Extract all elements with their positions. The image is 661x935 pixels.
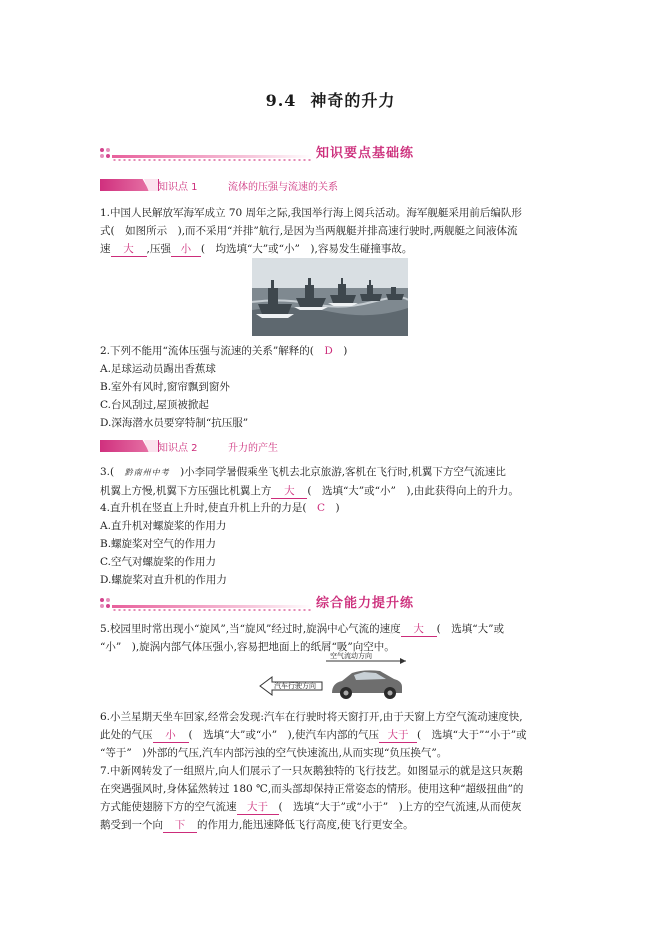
q1-answer-2: 小 — [171, 242, 201, 257]
q5-line1 — [100, 620, 564, 638]
section-bar-dots — [112, 159, 312, 161]
q7-line3 — [100, 798, 564, 816]
q2-option-b: B.室外有风时,窗帘飘到窗外 — [100, 381, 230, 393]
kp-title: 升力的产生 — [228, 443, 278, 454]
q2-stem: 2.下列不能用“流体压强与流速的关系”解释的( — [100, 345, 325, 357]
warship-formation-photo — [252, 258, 408, 336]
q7-text: 鹅受到一个向 — [100, 819, 163, 831]
q1-text: ,压强 — [146, 243, 171, 255]
q1-line3 — [100, 240, 564, 258]
dots-decoration — [100, 148, 112, 160]
q2-option-c: C.台风刮过,屋顶被掀起 — [100, 399, 209, 411]
section-bar — [112, 155, 312, 158]
question-3 — [100, 463, 564, 500]
section-bar — [112, 605, 312, 608]
section-number: 9.4 — [265, 91, 297, 110]
car-direction-label: 汽车行驶方向 — [274, 682, 316, 690]
q2-option-d: D.深海潜水员要穿特制“抗压服” — [100, 417, 249, 429]
q4-option-b: B.螺旋桨对空气的作用力 — [100, 538, 217, 550]
q4-option-c: C.空气对螺旋桨的作用力 — [100, 556, 216, 568]
q6-text: 此处的气压 — [100, 729, 153, 741]
kp-name: 知识点 2 — [158, 443, 198, 454]
q5-text: ( 选填“大”或 — [436, 623, 505, 635]
page-title — [0, 88, 661, 111]
q5-text: 5.校园里时常出现小“旋风”,当“旋风”经过时,旋涡中心气流的速度 — [100, 623, 401, 635]
q3-text: )小李同学暑假乘坐飞机去北京旅游,客机在飞行时,机翼下方空气流速比 — [169, 466, 506, 478]
section-label: 知识要点基础练 — [316, 146, 415, 161]
q7-text: 方式能使翅膀下方的空气流速 — [100, 801, 237, 813]
q7-text: ( 选填“大于”或“小于” )上方的空气流速,从而使灰 — [278, 801, 522, 813]
car-airflow-figure — [256, 653, 416, 705]
q3-text: 3.( — [100, 466, 125, 478]
q3-line1 — [100, 463, 564, 482]
section-title: 神奇的升力 — [310, 91, 396, 110]
q2-option-a: A.足球运动员踢出香蕉球 — [100, 363, 216, 375]
section-label: 综合能力提升练 — [316, 596, 415, 611]
q3-text: 机翼上方慢,机翼下方压强比机翼上方 — [100, 485, 272, 497]
q3-answer: 大 — [271, 484, 307, 499]
question-6 — [100, 708, 564, 762]
q7-text: 的作用力,能迅速降低飞行高度,使飞行更安全。 — [197, 819, 414, 831]
q4-option-d: D.螺旋桨对直升机的作用力 — [100, 574, 227, 586]
section-bar-dots — [112, 609, 312, 611]
q1-text: ( 均选填“大”或“小” ),容易发生碰撞事故。 — [200, 243, 413, 255]
q6-text: ( 选填“大”或“小” ),使汽车内部的气压 — [188, 729, 380, 741]
q1-answer-1: 大 — [111, 242, 147, 257]
q7-line4 — [100, 816, 564, 834]
q7-answer-2: 下 — [163, 818, 197, 833]
q7-line2: 在突遇强风时,身体猛然转过 180 ℃,而头部却保持正常姿态的情形。使用这种“超级扭曲”的 — [100, 783, 524, 795]
q6-line1: 6.小兰星期天坐车回家,经常会发现:汽车在行驶时将天窗打开,由于天窗上方空气流动速度快, — [100, 711, 523, 723]
knowledge-point-1 — [100, 178, 400, 192]
question-1 — [100, 204, 564, 258]
kp-title: 流体的压强与流速的关系 — [228, 182, 338, 193]
q1-text: 速 — [100, 243, 111, 255]
q3-line2 — [100, 482, 564, 500]
kp-name: 知识点 1 — [158, 182, 198, 193]
q1-line2: 式( 如图所示 ),而不采用“并排”航行,是因为当两舰艇并排高速行驶时,两舰艇之间液体流 — [100, 225, 518, 237]
q3-source: 黔南州中考 — [124, 468, 170, 477]
question-7 — [100, 762, 564, 834]
q6-answer-2: 大于 — [379, 728, 417, 743]
q2-answer: D — [324, 345, 333, 357]
section-header-advanced — [100, 592, 560, 616]
q1-line1: 1.中国人民解放军海军成立 70 周年之际,我国举行海上阅兵活动。海军舰艇采用前后编队形 — [100, 207, 522, 219]
q4-stem: 4.直升机在竖直上升时,使直升机上升的力是( — [100, 502, 317, 514]
warship-illustration — [252, 258, 408, 336]
q6-line3: “等于” )外部的气压,汽车内部污浊的空气快速流出,从而实现“负压换气”。 — [100, 747, 448, 759]
question-4 — [100, 499, 564, 517]
q2-stem: ) — [332, 345, 348, 357]
section-header-basic — [100, 142, 560, 166]
knowledge-point-2 — [100, 439, 400, 453]
q5-line2: “小” ),旋涡内部气体压强小,容易把地面上的纸屑“吸”向空中。 — [100, 641, 395, 653]
dots-decoration — [100, 598, 112, 610]
q4-option-a: A.直升机对螺旋桨的作用力 — [100, 520, 227, 532]
q6-answer-1: 小 — [153, 728, 189, 743]
q7-line1: 7.中新网转发了一组照片,向人们展示了一只灰鹅独特的飞行技艺。如图显示的就是这只灰鹅 — [100, 765, 523, 777]
airflow-label: 空气流动方向 — [330, 652, 372, 660]
q6-text: ( 选填“大于”“小于”或 — [417, 729, 527, 741]
q5-answer: 大 — [401, 622, 437, 637]
q3-text: ( 选填“大”或“小” ),由此获得向上的升力。 — [307, 485, 519, 497]
q6-line2 — [100, 726, 564, 744]
q4-stem: ) — [325, 502, 340, 514]
q7-answer-1: 大于 — [237, 800, 279, 815]
question-2 — [100, 342, 564, 360]
q4-answer: C — [316, 502, 325, 514]
